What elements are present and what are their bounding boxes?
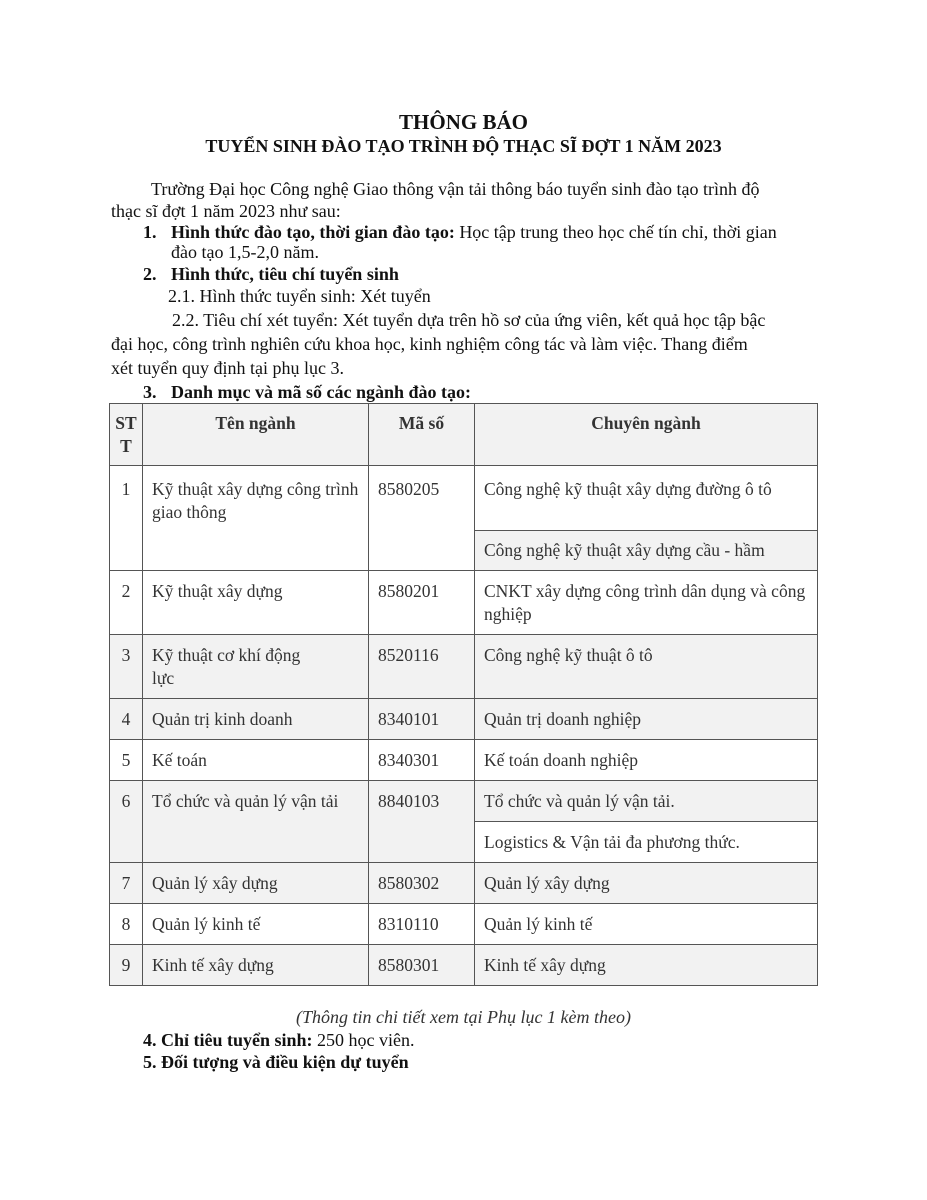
- intro-line-2: thạc sĩ đợt 1 năm 2023 như sau:: [111, 201, 341, 221]
- cell-stt: 2: [110, 571, 143, 635]
- section-3: [143, 381, 853, 404]
- header-stt: ST T: [110, 404, 143, 466]
- cell-specialization: Công nghệ kỹ thuật ô tô: [475, 635, 818, 699]
- cell-stt: 8: [110, 904, 143, 945]
- cell-specialization: Kế toán doanh nghiệp: [475, 740, 818, 781]
- table-row: [110, 571, 818, 635]
- cell-stt: 3: [110, 635, 143, 699]
- cell-name: Kỹ thuật xây dựng công trình giao thông: [143, 466, 369, 571]
- section-4-heading: 4. Chỉ tiêu tuyển sinh:: [143, 1030, 313, 1050]
- cell-name: Tổ chức và quản lý vận tải: [143, 781, 369, 863]
- cell-stt: 5: [110, 740, 143, 781]
- table-row: [110, 945, 818, 986]
- cell-specialization: Quản lý kinh tế: [475, 904, 818, 945]
- cell-specialization: Logistics & Vận tải đa phương thức.: [475, 822, 818, 863]
- cell-name: Quản trị kinh doanh: [143, 699, 369, 740]
- document-subtitle: TUYỂN SINH ĐÀO TẠO TRÌNH ĐỘ THẠC SĨ ĐỢT 1 NĂM 2023: [205, 136, 722, 156]
- section-2-heading: Hình thức, tiêu chí tuyển sinh: [171, 264, 399, 284]
- section-4-text: 250 học viên.: [312, 1030, 415, 1050]
- header-specialization: Chuyên ngành: [475, 404, 818, 466]
- cell-name: Kỹ thuật xây dựng: [143, 571, 369, 635]
- cell-name: Kinh tế xây dựng: [143, 945, 369, 986]
- cell-stt: 9: [110, 945, 143, 986]
- cell-specialization: CNKT xây dựng công trình dân dụng và công nghiệp: [475, 571, 818, 635]
- cell-stt: 6: [110, 781, 143, 863]
- majors-table: [109, 403, 818, 986]
- section-2-2-line-3: xét tuyển quy định tại phụ lục 3.: [111, 358, 344, 378]
- cell-name: Quản lý xây dựng: [143, 863, 369, 904]
- cell-code: 8340301: [369, 740, 475, 781]
- section-1-number: 1.: [143, 222, 157, 242]
- cell-code: 8520116: [369, 635, 475, 699]
- section-1-text-cont: đào tạo 1,5-2,0 năm.: [171, 242, 319, 262]
- intro-line-1: Trường Đại học Công nghệ Giao thông vận tải thông báo tuyển sinh đào tạo trình độ: [151, 179, 760, 199]
- table-row: [110, 863, 818, 904]
- cell-stt: 1: [110, 466, 143, 571]
- cell-specialization: Công nghệ kỹ thuật xây dựng đường ô tô: [475, 466, 818, 531]
- cell-stt: 7: [110, 863, 143, 904]
- section-2-1: 2.1. Hình thức tuyển sinh: Xét tuyển: [168, 286, 431, 306]
- cell-code: 8580302: [369, 863, 475, 904]
- table-row: [110, 904, 818, 945]
- cell-code: 8580205: [369, 466, 475, 571]
- cell-specialization: Quản trị doanh nghiệp: [475, 699, 818, 740]
- cell-specialization: Kinh tế xây dựng: [475, 945, 818, 986]
- section-2: [143, 263, 853, 286]
- cell-code: 8340101: [369, 699, 475, 740]
- table-note: (Thông tin chi tiết xem tại Phụ lục 1 kèm theo): [296, 1007, 631, 1027]
- cell-code: 8310110: [369, 904, 475, 945]
- table-row: [110, 699, 818, 740]
- document-title: THÔNG BÁO: [399, 110, 528, 134]
- cell-name: Kế toán: [143, 740, 369, 781]
- section-3-number: 3.: [143, 382, 157, 402]
- cell-specialization: Công nghệ kỹ thuật xây dựng cầu - hầm: [475, 531, 818, 571]
- cell-name: Kỹ thuật cơ khí động lực: [143, 635, 369, 699]
- section-2-number: 2.: [143, 264, 157, 284]
- cell-code: 8840103: [369, 781, 475, 863]
- cell-stt: 4: [110, 699, 143, 740]
- cell-specialization: Quản lý xây dựng: [475, 863, 818, 904]
- table-row: [110, 740, 818, 781]
- header-code: Mã số: [369, 404, 475, 466]
- section-2-2-line-1: 2.2. Tiêu chí xét tuyển: Xét tuyển dựa trên hồ sơ của ứng viên, kết quả học tập bậc: [172, 310, 766, 330]
- header-name: Tên ngành: [143, 404, 369, 466]
- section-2-2-line-2: đại học, công trình nghiên cứu khoa học, kinh nghiệm công tác và làm việc. Thang điểm: [111, 334, 748, 354]
- section-3-heading: Danh mục và mã số các ngành đào tạo:: [171, 382, 472, 402]
- cell-code: 8580301: [369, 945, 475, 986]
- cell-name: Quản lý kinh tế: [143, 904, 369, 945]
- table-row: [110, 466, 818, 531]
- table-row: [110, 635, 818, 699]
- table-header-row: [110, 404, 818, 466]
- section-1-text: Học tập trung theo học chế tín chỉ, thời gian: [454, 222, 777, 242]
- section-4: [143, 1029, 853, 1052]
- section-5-heading: 5. Đối tượng và điều kiện dự tuyển: [143, 1052, 409, 1072]
- cell-code: 8580201: [369, 571, 475, 635]
- section-1-heading: Hình thức đào tạo, thời gian đào tạo:: [171, 222, 455, 242]
- cell-specialization: Tổ chức và quản lý vận tải.: [475, 781, 818, 822]
- table-row: [110, 781, 818, 822]
